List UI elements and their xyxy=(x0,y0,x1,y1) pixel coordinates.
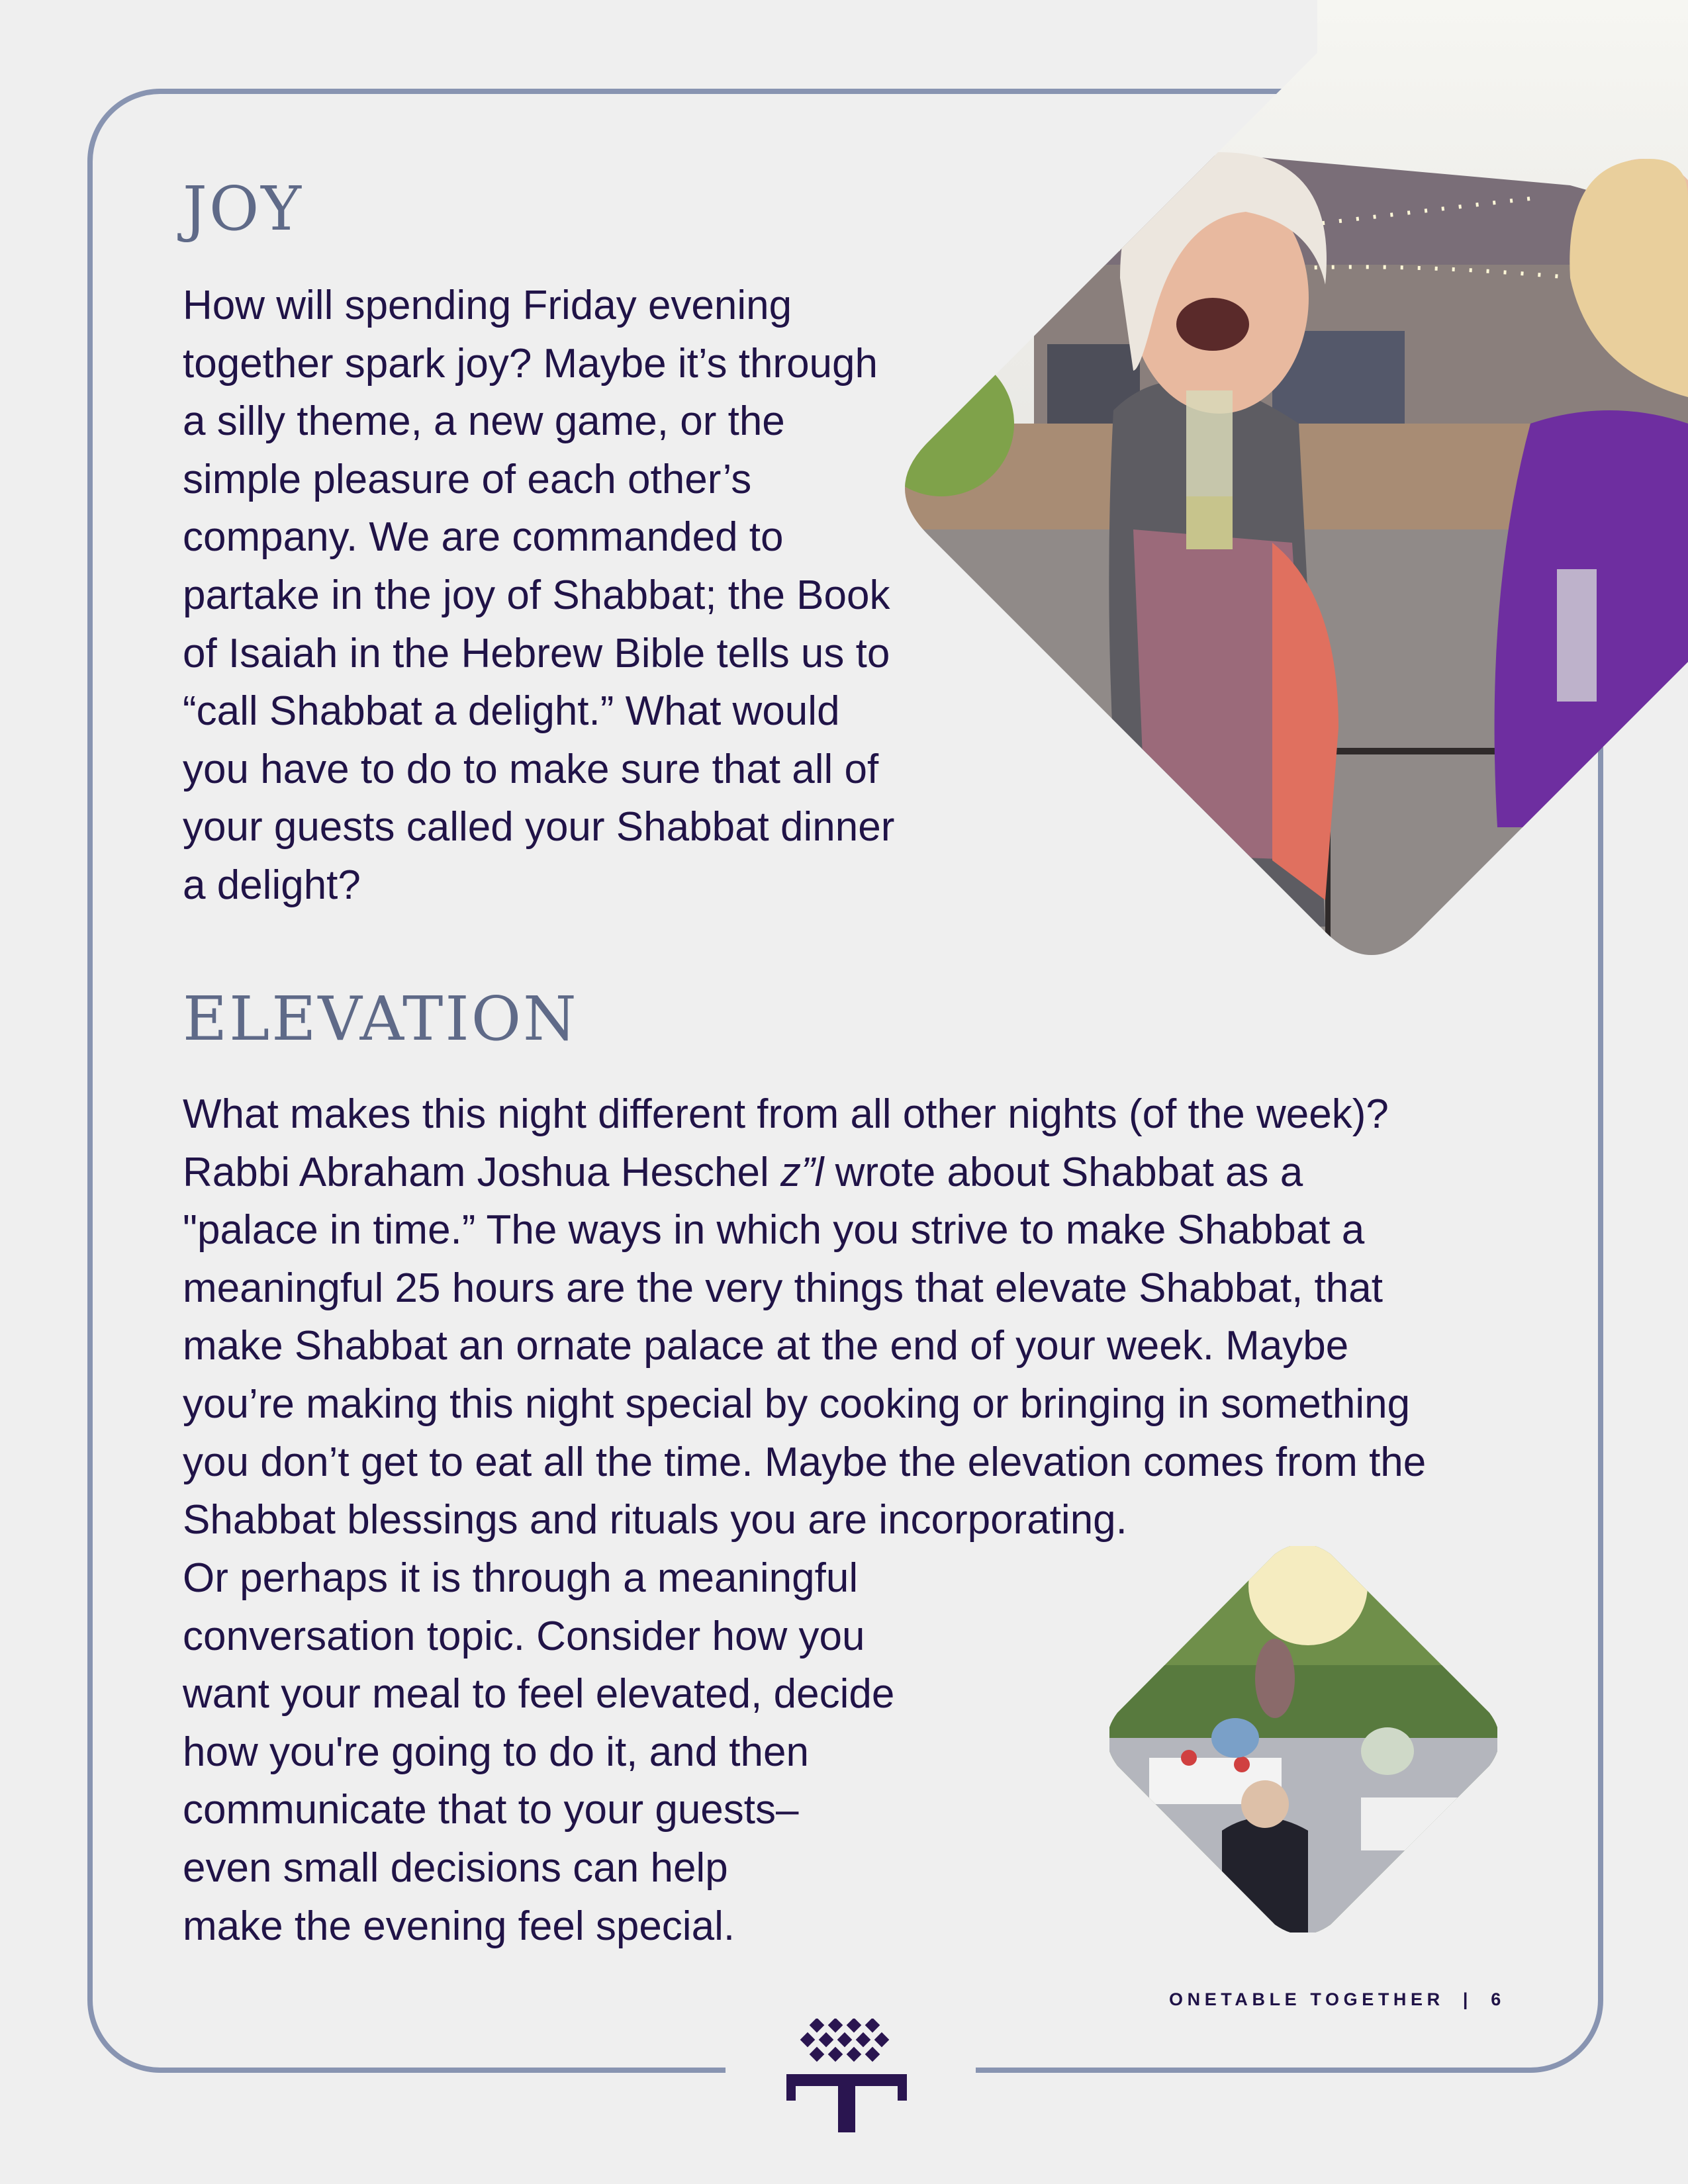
text-line: a silly theme, a new game, or the xyxy=(183,398,785,445)
text-line: make Shabbat an ornate palace at the end of your week. Maybe xyxy=(183,1323,1349,1369)
photo-outdoor-dinner xyxy=(1109,1546,1497,1933)
text-line: How will spending Friday evening xyxy=(183,283,792,328)
text-line: Or perhaps it is through a meaningful xyxy=(183,1555,859,1601)
text-line: partake in the joy of Shabbat; the Book xyxy=(183,572,890,618)
elevation-heading: ELEVATION xyxy=(183,983,579,1054)
joy-heading: JOY xyxy=(183,173,304,244)
text-line: Shabbat blessings and rituals you are incorporating. xyxy=(183,1497,1127,1543)
text-line: a delight? xyxy=(183,862,361,908)
text-span: Rabbi Abraham Joshua Heschel xyxy=(183,1149,780,1195)
text-line: even small decisions can help xyxy=(183,1844,728,1891)
text-line: how you're going to do it, and then xyxy=(183,1729,809,1775)
text-line: simple pleasure of each other’s xyxy=(183,456,752,502)
onetable-logo-icon xyxy=(785,2019,908,2132)
text-line: What makes this night different from all other nights (of the week)? xyxy=(183,1091,1389,1137)
text-line: you don’t get to eat all the time. Maybe the elevation comes from the xyxy=(183,1439,1427,1485)
text-line: you have to do to make sure that all of xyxy=(183,746,879,792)
zl-abbreviation: z”l xyxy=(780,1149,824,1195)
text-line: want your meal to feel elevated, decide xyxy=(183,1671,895,1717)
text-line: make the evening feel special. xyxy=(183,1903,735,1949)
text-line: "palace in time.” The ways in which you strive to make Shabbat a xyxy=(183,1207,1365,1253)
footer-page-label: ONETABLE TOGETHER | 6 xyxy=(1169,1989,1505,2009)
photo-women-laughing xyxy=(902,0,1688,956)
text-line: “call Shabbat a delight.” What would xyxy=(183,688,840,735)
joy-paragraph xyxy=(183,277,894,915)
text-line: conversation topic. Consider how you xyxy=(183,1613,865,1659)
text-line xyxy=(183,1144,1426,1202)
text-line: you’re making this night special by cooking or bringing in something xyxy=(183,1381,1411,1427)
text-line: company. We are commanded to xyxy=(183,514,784,561)
elevation-paragraph-continued xyxy=(183,1549,894,1955)
text-line: communicate that to your guests– xyxy=(183,1787,799,1833)
text-line: together spark joy? Maybe it’s through xyxy=(183,340,878,387)
text-line: meaningful 25 hours are the very things that elevate Shabbat, that xyxy=(183,1265,1383,1311)
text-line: of Isaiah in the Hebrew Bible tells us to xyxy=(183,630,890,676)
elevation-paragraph xyxy=(183,1085,1426,1549)
text-span: wrote about Shabbat as a xyxy=(823,1149,1303,1195)
text-line: your guests called your Shabbat dinner xyxy=(183,804,895,850)
